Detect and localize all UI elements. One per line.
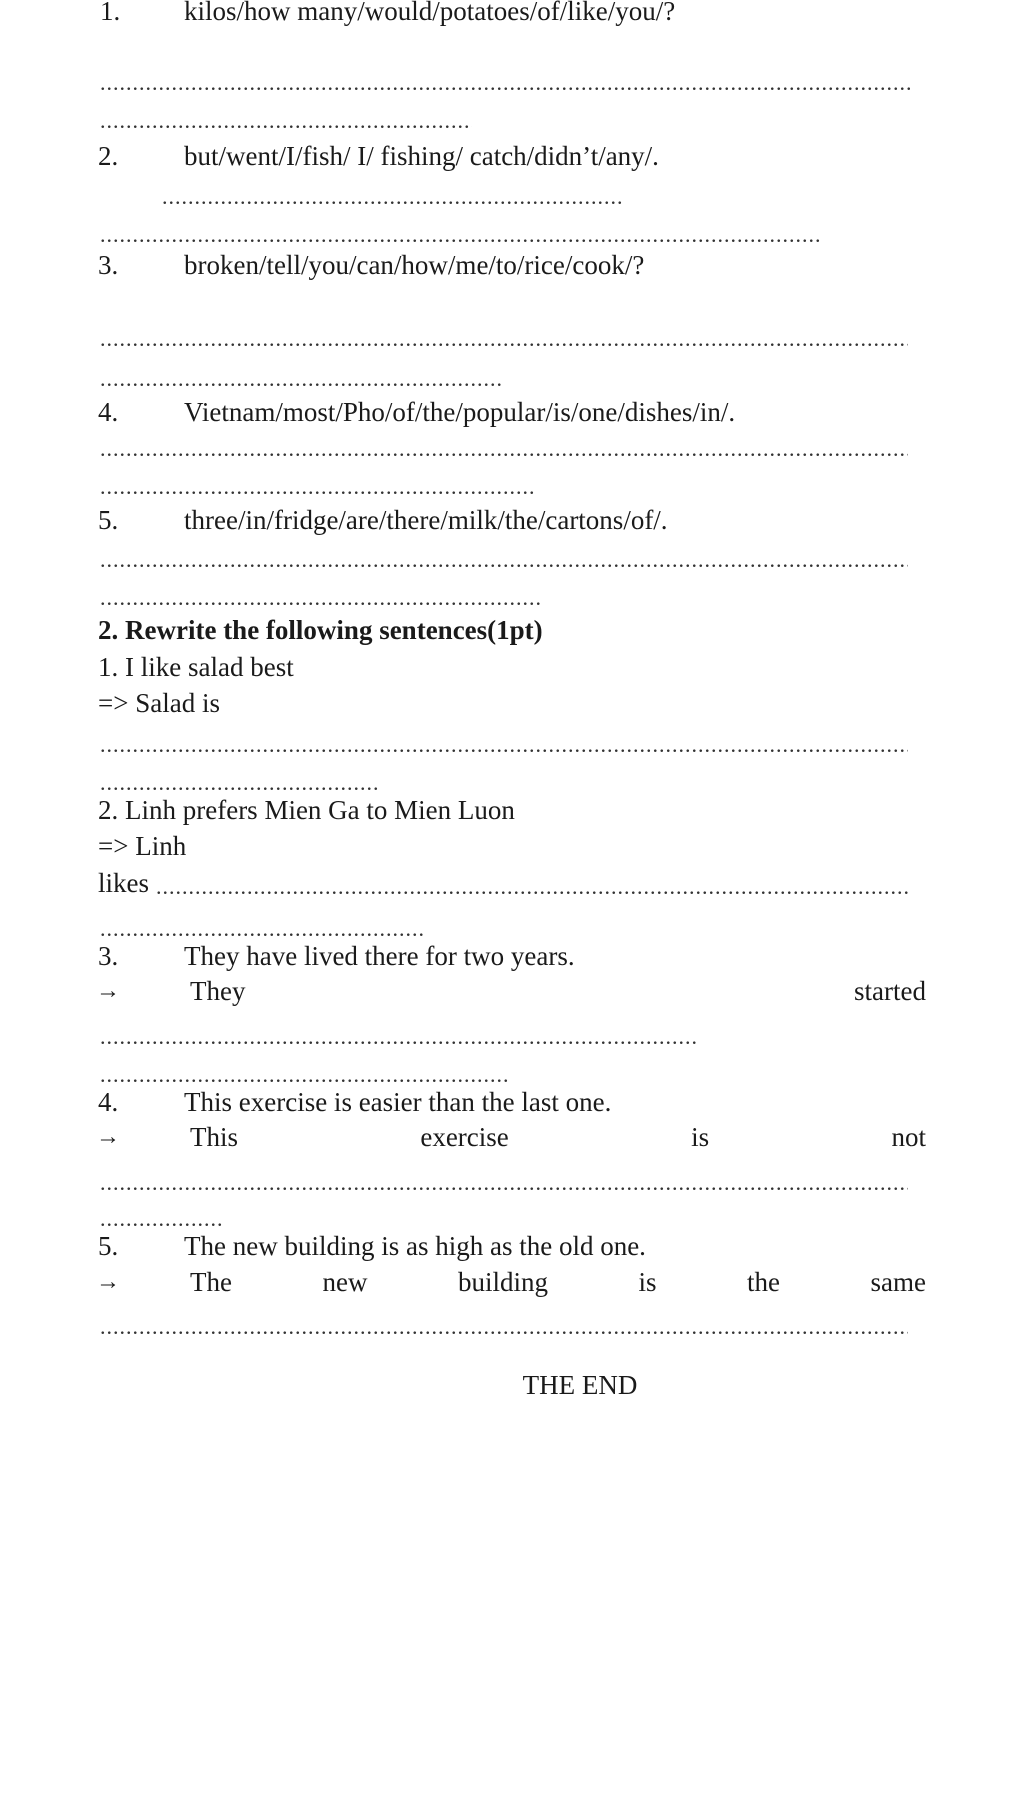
item-number: 3.	[98, 250, 119, 280]
question-sentence: The new building is as high as the old one.	[184, 1231, 646, 1261]
question-sentence: This exercise is easier than the last one.	[184, 1087, 612, 1117]
answer-line	[156, 870, 908, 904]
question-sentence: 1. I like salad best	[98, 652, 294, 682]
question-number: 5.	[98, 1231, 119, 1261]
item-text: but/went/I/fish/ I/ fishing/ catch/didn’t/any/.	[184, 141, 659, 171]
rewrite-word: is	[638, 1267, 657, 1297]
arrow-icon: →	[96, 978, 120, 1004]
rewrite-word: building	[457, 1267, 548, 1297]
rewrite-word: They	[190, 976, 246, 1006]
rewrite-word: same	[870, 1267, 926, 1297]
rewrite-word: is	[691, 1122, 710, 1152]
rewrite-start-words	[190, 974, 926, 1008]
rewrite-word: the	[747, 1267, 780, 1297]
rewrite-start-words	[190, 1120, 926, 1154]
arrow-icon: →	[96, 1269, 120, 1295]
end-label: THE END	[522, 1370, 638, 1400]
question-number: 3.	[98, 941, 119, 971]
question-sentence: They have lived there for two years.	[184, 941, 575, 971]
rewrite-word: started	[854, 976, 926, 1006]
answer-line	[100, 543, 908, 577]
arrow-icon: →	[96, 1124, 120, 1150]
rewrite-word: exercise	[420, 1122, 509, 1152]
rewrite-word: The	[190, 1267, 232, 1297]
section-heading: 2. Rewrite the following sentences(1pt)	[98, 615, 543, 645]
rewrite-word: not	[891, 1122, 926, 1152]
answer-line	[100, 322, 908, 356]
rewrite-start-words	[190, 1265, 926, 1299]
item-number: 2.	[98, 141, 119, 171]
question-number: 4.	[98, 1087, 119, 1117]
item-number: 1.	[100, 0, 121, 26]
answer-line	[100, 432, 908, 466]
rewrite-word: new	[322, 1267, 368, 1297]
question-sentence: 2. Linh prefers Mien Ga to Mien Luon	[98, 795, 515, 825]
answer-line	[162, 180, 622, 214]
item-number: 4.	[98, 397, 119, 427]
answer-line	[100, 470, 534, 504]
answer-line	[100, 728, 908, 762]
question-prompt: => Salad is	[98, 688, 220, 718]
item-text: kilos/how many/would/potatoes/of/like/you/?	[184, 0, 676, 26]
answer-line	[100, 1020, 696, 1054]
item-text: three/in/fridge/are/there/milk/the/cartons/of/.	[184, 505, 668, 535]
question-prompt: => Linh	[98, 831, 187, 861]
item-number: 5.	[98, 505, 119, 535]
answer-line	[100, 1310, 908, 1344]
item-text: broken/tell/you/can/how/me/to/rice/cook/?	[184, 250, 645, 280]
answer-line	[100, 581, 540, 615]
item-text: Vietnam/most/Pho/of/the/popular/is/one/dishes/in/.	[184, 397, 736, 427]
answer-line	[100, 66, 910, 100]
rewrite-word: This	[190, 1122, 239, 1152]
answer-line	[100, 104, 472, 138]
question-continuation: likes	[98, 868, 149, 898]
answer-line	[100, 218, 822, 252]
answer-line	[100, 1166, 908, 1200]
answer-line	[100, 362, 502, 396]
